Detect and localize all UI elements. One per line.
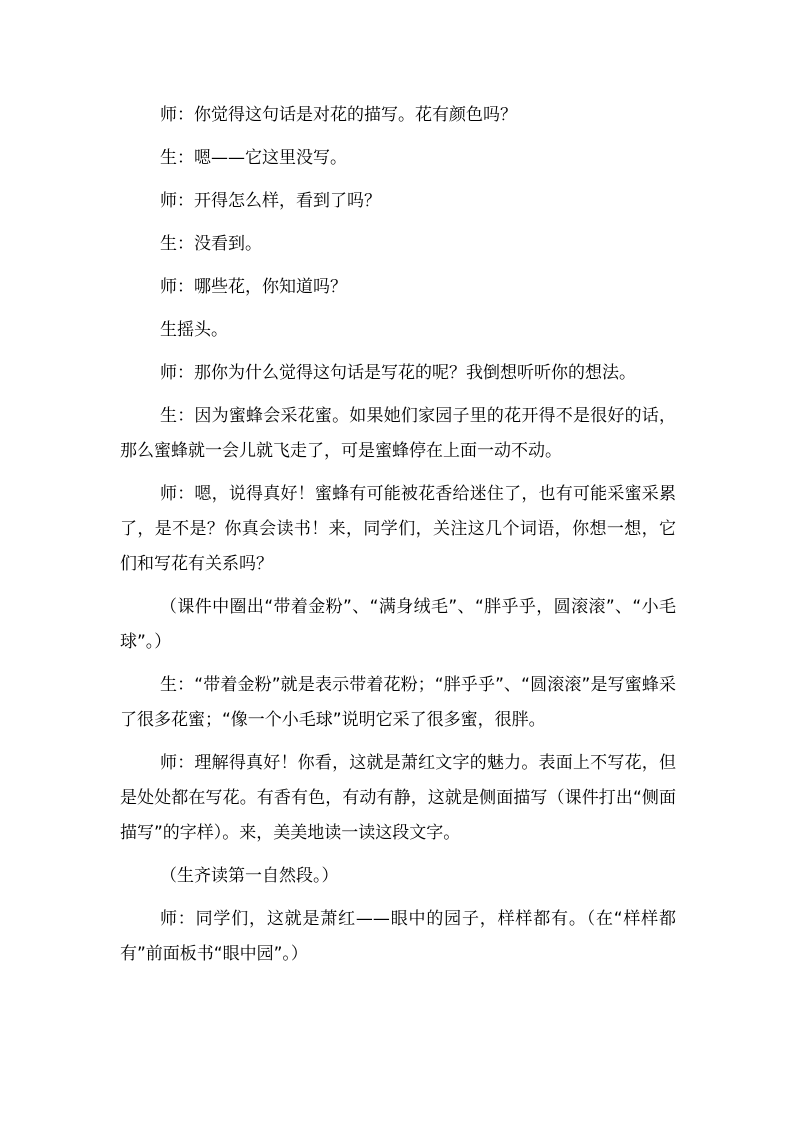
paragraph-9: 师：嗯，说得真好！蜜蜂有可能被花香给迷住了，也有可能采蜜采累了，是不是？你真会读书！来，同学们，关注这几个词语，你想一想，它们和写花有关系吗？ (120, 484, 676, 574)
paragraph-8: 生：因为蜜蜂会采花蜜。如果她们家园子里的花开得不是很好的话，那么蜜蜂就一会儿就飞走了，可是蜜蜂停在上面一动不动。 (120, 406, 676, 461)
paragraph-3: 师：开得怎么样，看到了吗？ (160, 191, 381, 211)
paragraph-11: 生：“带着金粉”就是表示带着花粉；“胖乎乎”、“圆滚滚”是写蜜蜂采了很多花蜜；“像一个小毛球”说明它采了很多蜜，很胖。 (120, 675, 676, 730)
paragraph-14: 师：同学们，这就是萧红——眼中的园子，样样都有。（在“样样都有”前面板书“眼中园”。） (120, 909, 676, 964)
paragraph-4: 生：没看到。 (160, 234, 262, 254)
paragraph-5: 师：哪些花，你知道吗？ (160, 277, 347, 297)
paragraph-12: 师：理解得真好！你看，这就是萧红文字的魅力。表面上不写花，但是处处都在写花。有香有色，有动有静，这就是侧面描写（课件打出“侧面描写”的字样）。来，美美地读一读这段文字。 (120, 753, 676, 843)
paragraph-10-stage-note: （课件中圈出“带着金粉”、“满身绒毛”、“胖乎乎，圆滚滚”、“小毛球”。） (120, 597, 676, 652)
paragraph-13-stage-note: （生齐读第一自然段。） (160, 866, 339, 886)
paragraph-2: 生：嗯——它这里没写。 (160, 148, 347, 168)
paragraph-1: 师：你觉得这句话是对花的描写。花有颜色吗？ (160, 105, 517, 125)
paragraph-7: 师：那你为什么觉得这句话是写花的呢？我倒想听听你的想法。 (160, 363, 636, 383)
paragraph-6: 生摇头。 (160, 320, 228, 340)
document-body (120, 98, 676, 980)
